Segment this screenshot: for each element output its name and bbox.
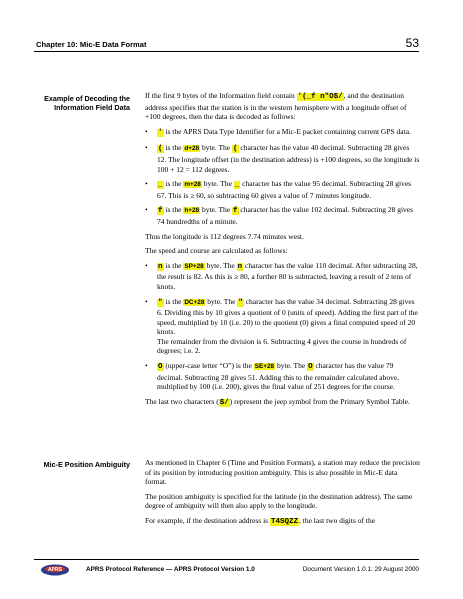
section-body-ambiguity — [145, 458, 420, 533]
longitude-result: Thus the longitude is 112 degrees 7.74 minutes west. — [145, 231, 304, 241]
list-item: • n is the SP+28 byte. The n character has the value 110 decimal. After subtracting 28, the result is 82. As this is ≥ 80, a further 80 is subtracted, leaving a result of 2 tens of knots. — [145, 260, 418, 291]
footer-rule — [34, 559, 419, 560]
chapter-title: Chapter 10: Mic-E Data Format — [36, 40, 147, 49]
aprs-logo — [40, 562, 70, 576]
svg-text:APRS: APRS — [48, 567, 62, 573]
list-item: • f is the h+28 byte. The f character has the value 102 decimal. Subtracting 28 gives 74 hundredths of a minute. — [145, 205, 414, 226]
ambiguity-paragraph: The position ambiguity is specified for the latitude (in the destination address). The same degree of ambiguity will then also apply to the longitude. — [145, 491, 413, 511]
intro-paragraph: If the first 9 bytes of the Information field contain '(_f n"O$/, and the destination address specifies that the station is in the western hemisphere with a longitude offset of +100 degrees, then the data is decoded as follows: — [145, 91, 407, 122]
list-item: • O (upper-case letter “O”) is the SE+28 byte. The O character has the value 79 decimal. Subtracting 28 gives 51. Adding this to the remainder calculated above, multiplied by 100 (i.e. 200), gives the final value of 251 degrees for the course. — [145, 361, 400, 392]
footer-title: APRS Protocol Reference — APRS Protocol Version 1.0 — [86, 566, 255, 573]
list-item: • _ is the m+28 byte. The _ character has the value 95 decimal. Subtracting 28 gives 67. This is ≥ 60, so subtracting 60 gives a value of 7 minutes longitude. — [145, 179, 412, 200]
header-rule — [34, 51, 419, 52]
section-body-decoding — [145, 91, 420, 413]
footer-version: Document Version 1.0.1: 29 August 2000 — [302, 566, 419, 573]
list-item: • " is the DC+28 byte. The " character has the value 34 decimal. Subtracting 28 gives 6. Dividing this by 10 gives a quotient of 0 (units of speed). Adding the first part of the speed, multiplied by 10 (i.e. 20) to the quotient (0) gives a final computed speed of 20 knots. The remainder from the division is 6. Subtracting 4 gives the course in hundreds of degrees; i.e. 2. — [145, 296, 418, 356]
speed-intro: The speed and course are calculated as follows: — [145, 246, 288, 256]
ambiguity-paragraph: As mentioned in Chapter 6 (Time and Position Formats), a station may reduce the precision of its position by introducing position ambiguity. This is also possible in Mic-E data format. — [145, 458, 420, 487]
page-number: 53 — [405, 36, 419, 50]
list-item: • ' is the APRS Data Type Identifier for a Mic-E packet containing current GPS data. — [145, 126, 411, 137]
symbol-paragraph: The last two characters ($/) represent the jeep symbol from the Primary Symbol Table. — [145, 396, 410, 407]
ambiguity-example: For example, if the destination address is T4SQZZ, the last two digits of the — [145, 515, 376, 526]
section-heading-ambiguity: Mic-E Position Ambiguity — [43, 460, 130, 469]
list-item: • ( is the d+28 byte. The ( character has the value 40 decimal. Subtracting 28 gives 12. The longitude offset (in the destination address) is +100 degrees, so the longitude is 100 + 12 = 112 degrees. — [145, 143, 420, 174]
section-heading-decoding: Example of Decoding the Information Field Data — [44, 94, 130, 112]
